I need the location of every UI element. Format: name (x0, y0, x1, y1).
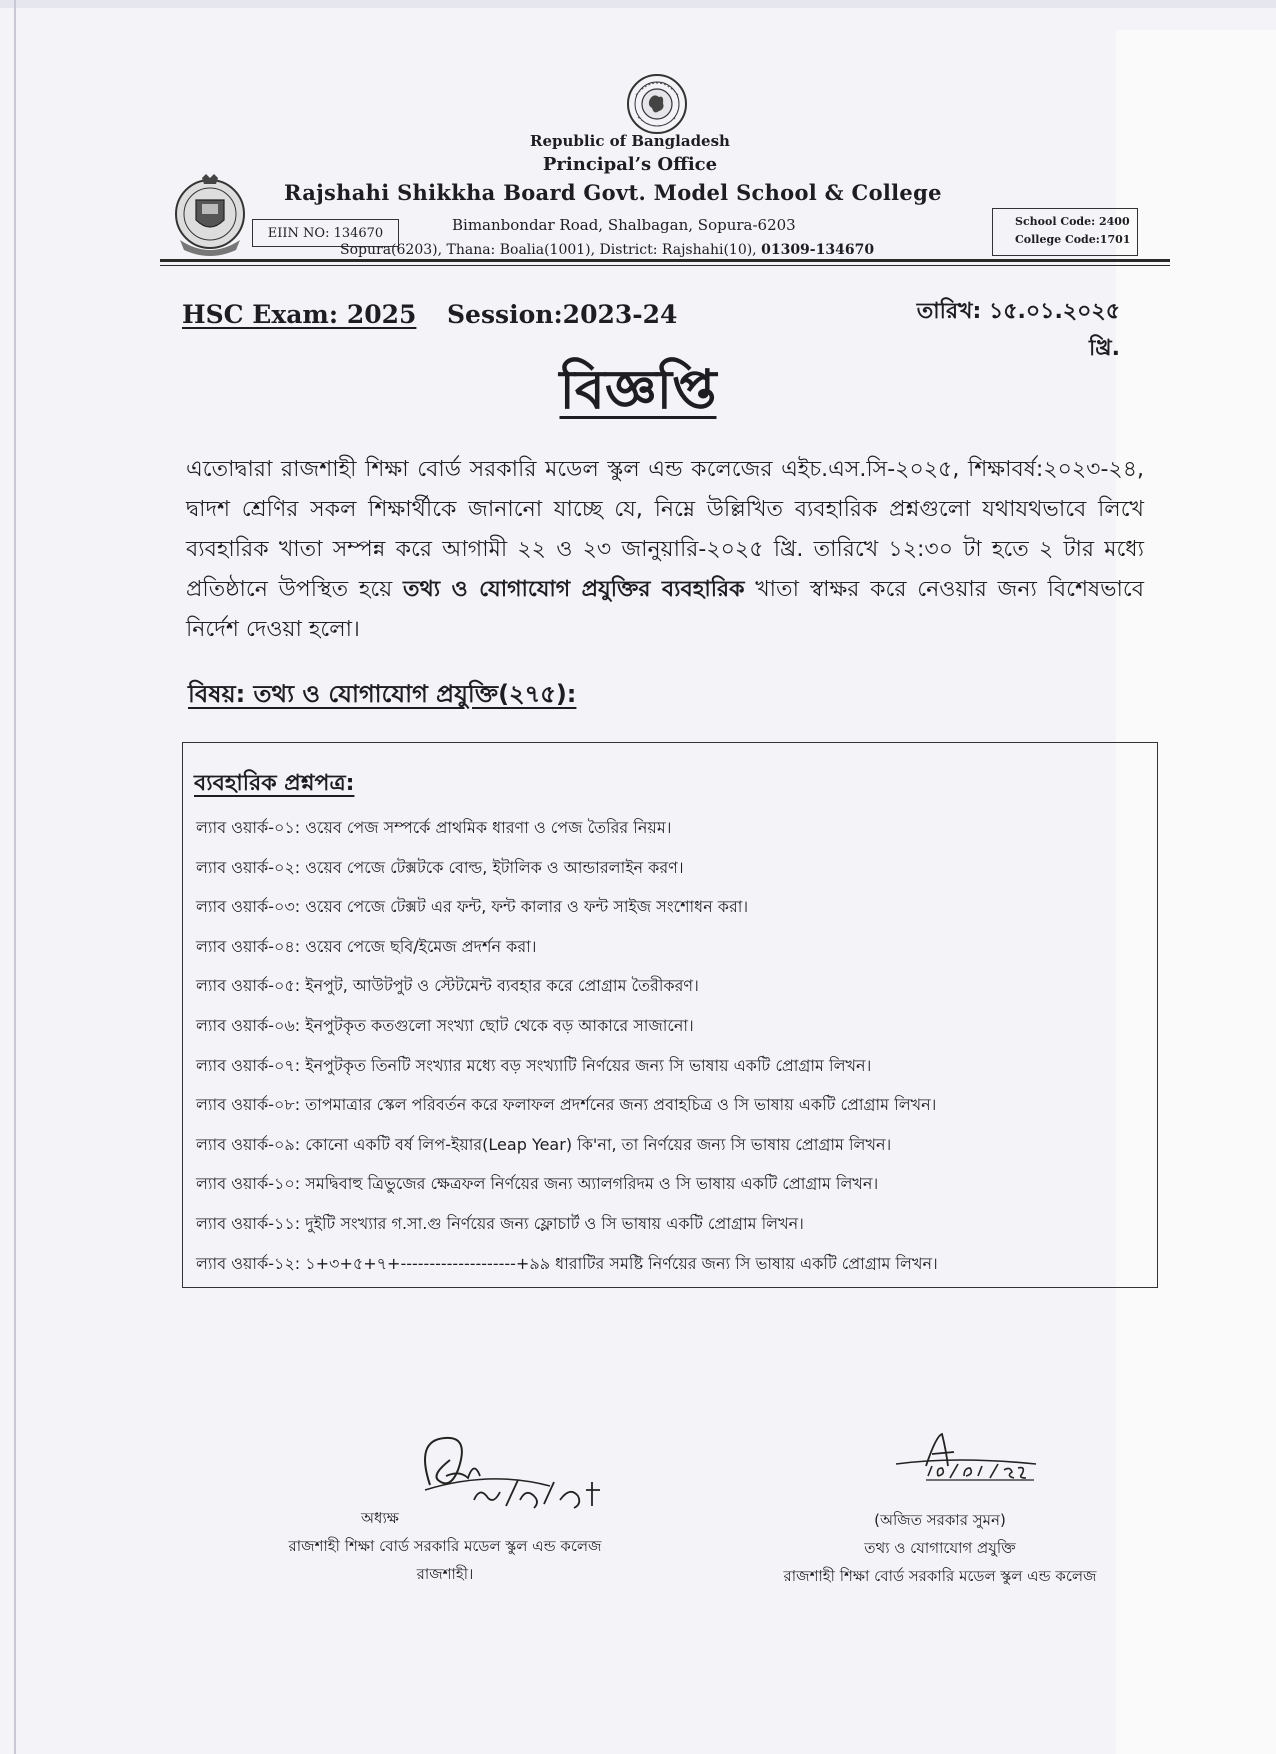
address-text: Sopura(6203), Thana: Boalia(1001), District: Rajshahi(10), (340, 242, 762, 258)
principal-org: রাজশাহী শিক্ষা বোর্ড সরকারি মডেল স্কুল এন্ড কলেজ (288, 1537, 602, 1555)
subject-heading: বিষয়: তথ্য ও যোগাযোগ প্রযুক্তি(২৭৫): (188, 680, 577, 708)
list-item: ল্যাব ওয়ার্ক-০৪: ওয়েব পেজে ছবি/ইমেজ প্রদর্শন করা। (196, 936, 537, 956)
principal-title: অধ্যক্ষ (361, 1509, 399, 1527)
paper-left-edge (14, 0, 16, 1754)
school-code: School Code: 2400 (1015, 215, 1130, 228)
list-item: ল্যাব ওয়ার্ক-০৬: ইনপুটকৃত কতগুলো সংখ্যা ছোট থেকে বড় আকারে সাজানো। (196, 1015, 694, 1035)
session-label: Session:2023-24 (447, 300, 678, 329)
lab-work-list (196, 808, 1156, 1283)
list-item: ল্যাব ওয়ার্ক-১১: দুইটি সংখ্যার গ.সা.গু নির্ণয়ের জন্য ফ্লোচার্ট ও সি ভাষায় একটি প্রোগ্রাম লিখন। (196, 1213, 804, 1233)
code-box (992, 208, 1138, 256)
exam-label: HSC Exam: 2025 (182, 300, 417, 329)
teacher-name: (অজিত সরকার সুমন) (874, 1511, 1006, 1529)
principal-city: রাজশাহী। (416, 1565, 474, 1583)
list-item: ল্যাব ওয়ার্ক-০২: ওয়েব পেজে টেক্সটকে বোল্ড, ইটালিক ও আন্ডারলাইন করণ। (196, 857, 684, 877)
list-item: ল্যাব ওয়ার্ক-০১: ওয়েব পেজ সম্পর্কে প্রাথমিক ধারণা ও পেজ তৈরির নিয়ম। (196, 818, 672, 837)
paragraph-text-1: এতোদ্বারা রাজশাহী শিক্ষা বোর্ড সরকারি মডেল স্কুল এন্ড কলেজের এইচ.এস.সি-২০২৫, শিক্ষাবর্ষ:২০২৩-২৪, দ্বাদশ শ্রেণির সকল শিক্ষার্থীকে জানানো যাচ্ছে যে, নিম্নে উল্লিখিত ব্যবহারিক প্রশ্নগুলো যথাযথভাবে লিখে ব্যবহারিক খাতা সম্পন্ন করে আগামী ২২ ও ২৩ জানুয়ারি-২০২৫ খ্রি. তারিখে ১২:৩০ টা হতে ২ টার মধ্যে প্রতিষ্ঠানে উপস্থিত হয়ে (186, 457, 1144, 602)
paper-edge (0, 0, 1276, 8)
header-rule-thin (160, 265, 1170, 266)
teacher-org: রাজশাহী শিক্ষা বোর্ড সরকারি মডেল স্কুল এন্ড কলেজ (783, 1567, 1097, 1585)
phone-number: 01309-134670 (761, 242, 875, 258)
college-code: College Code:1701 (1015, 233, 1131, 246)
notice-title-text: বিজ্ঞপ্তি (559, 358, 717, 421)
notice-title (440, 348, 836, 438)
lab-heading: ব্যবহারিক প্রশ্নপত্র: (194, 771, 355, 796)
principal-signature-block (250, 1504, 640, 1588)
teacher-signature-block (740, 1506, 1140, 1590)
school-name: Rajshahi Shikkha Board Govt. Model School & College (284, 180, 942, 205)
office-heading: Principal’s Office (542, 154, 718, 175)
paragraph-highlight: তথ্য ও যোগাযোগ প্রযুক্তির ব্যবহারিক (402, 577, 745, 602)
notice-paragraph (186, 450, 1144, 650)
paragraph-text-2: খাতা স্বাক্ষর করে নেওয়ার জন্য বিশেষভাবে নির্দেশ দেওয়া হলো। (186, 577, 1144, 642)
notice-date: তারিখ: ১৫.০১.২০২৫ খ্রি. (916, 299, 1120, 361)
government-seal-icon (626, 73, 688, 135)
list-item: ল্যাব ওয়ার্ক-১২: ১+৩+৫+৭+--------------------+৯৯ ধারাটির সমষ্টি নির্ণয়ের জন্য সি ভাষায় একটি প্রোগ্রাম লিখন। (196, 1253, 938, 1273)
header-rule (160, 259, 1170, 262)
list-item: ল্যাব ওয়ার্ক-০৫: ইনপুট, আউটপুট ও স্টেটমেন্ট ব্যবহার করে প্রোগ্রাম তৈরীকরণ। (196, 976, 699, 996)
list-item: ল্যাব ওয়ার্ক-০৯: কোনো একটি বর্ষ লিপ-ইয়ার(Leap Year) কি'না, তা নির্ণয়ের জন্য সি ভাষায় প্রোগ্রাম লিখন। (196, 1134, 892, 1154)
address-line-1: Bimanbondar Road, Shalbagan, Sopura-6203 (452, 216, 796, 234)
list-item: ল্যাব ওয়ার্ক-০৭: ইনপুটকৃত তিনটি সংখ্যার মধ্যে বড় সংখ্যাটি নির্ণয়ের জন্য সি ভাষায় একটি প্রোগ্রাম লিখন। (196, 1055, 872, 1075)
list-item: ল্যাব ওয়ার্ক-০৮: তাপমাত্রার স্কেল পরিবর্তন করে ফলাফল প্রদর্শনের জন্য প্রবাহচিত্র ও সি ভাষায় একটি প্রোগ্রাম লিখন। (196, 1095, 937, 1115)
teacher-signature (886, 1430, 1046, 1498)
address-line-2 (340, 242, 980, 258)
republic-heading: Republic of Bangladesh (530, 132, 730, 150)
school-logo-icon (172, 170, 248, 260)
teacher-department: তথ্য ও যোগাযোগ প্রযুক্তি (864, 1539, 1016, 1557)
list-item: ল্যাব ওয়ার্ক-১০: সমদ্বিবাহু ত্রিভুজের ক্ষেত্রফল নির্ণয়ের জন্য অ্যালগরিদম ও সি ভাষায় একটি প্রোগ্রাম লিখন। (196, 1174, 879, 1194)
list-item: ল্যাব ওয়ার্ক-০৩: ওয়েব পেজে টেক্সট এর ফন্ট, ফন্ট কালার ও ফন্ট সাইজ সংশোধন করা। (196, 897, 749, 917)
eiin-number: EIIN NO: 134670 (252, 219, 399, 247)
